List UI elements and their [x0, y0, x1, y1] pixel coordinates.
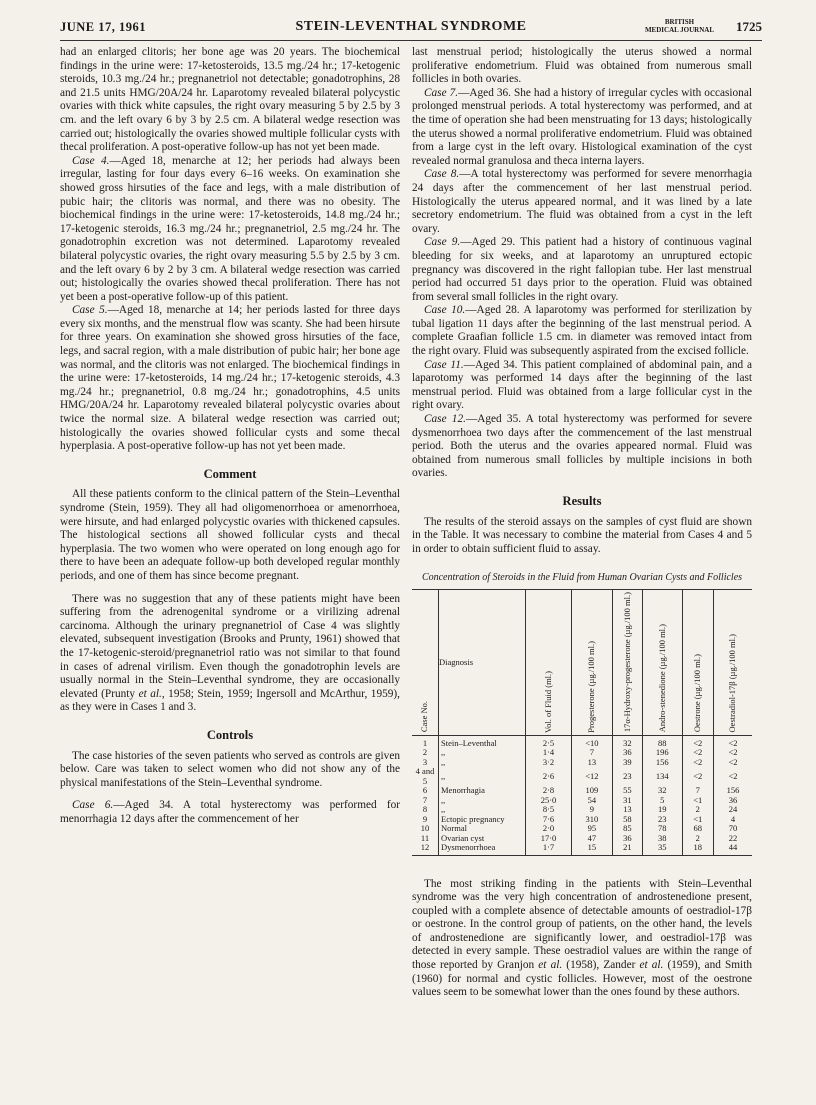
- table-cell-hydroxy: 13: [612, 805, 642, 815]
- comment-paragraph-2: [60, 593, 400, 715]
- table-cell-oestrone: <2: [682, 748, 713, 758]
- case8-text: —A total hysterectomy was performed for severe menorrhagia 24 days after the commencement of her last menstrual period. Histologically the uterus appeared normal, and it was lined by a late secretory endometrium. The fluid was obtained from a cyst in the left ovary.: [412, 168, 752, 235]
- case3-continuation: had an enlarged clitoris; her bone age was 20 years. The biochemical findings in the urine were: 17-ketosteroids, 13.5 mg./24 hr.; 17-ketogenic steroids, 10.3 mg./24 hr.; pregnanetriol not detectable; gonadotrophins, 28 and 21.5 units HMG/20A/24 hr. Laparotomy revealed bilateral polycystic ovaries with thick white capsules, the right ovary measuring 5 by 2.5 by 3 cm. and the left ovary 6 by 3 by 2.5 cm. A bilateral wedge resection was carried out; histologically the ovaries showed multiple follicular cysts with thecal proliferation. A post-operative follow-up has not yet been made.: [60, 46, 400, 154]
- table-cell-oestradiol: <2: [713, 748, 752, 758]
- table-cell-diagnosis: Ovarian cyst: [439, 834, 526, 844]
- case4-paragraph: [60, 155, 400, 305]
- table-cell-prog: 9: [571, 805, 612, 815]
- table-row: [412, 843, 752, 855]
- page-number: 1725: [736, 19, 762, 34]
- case11-text: —Aged 34. This patient complained of abdominal pain, and a laparotomy was performed 14 days after the beginning of the last menstrual period. Fluid was obtained from a large follicular cyst in the right ovary.: [412, 358, 752, 412]
- table-cell-oestrone: 68: [682, 824, 713, 834]
- case5-text: —Aged 18, menarche at 14; her periods lasted for three days every six months, and the menstrual flow was scanty. She had been hirsute for three years. On examination she showed gross hirsuties of the face, legs, and sacral region, with a male distribution of pubic hair; her bone age was normal, and the clitoris was not enlarged. The biochemical findings in the urine were: 17-ketosteroids, 14 mg./24 hr.; 17-ketogenic steroids, 4.3 mg./24 hr.; pregnanetriol, 0.8 mg./24 hr.; gonadotrophins, 4.5 units HMG/20A/24 hr. Laparotomy revealed bilateral polycystic ovaries about twice the normal size. A bilateral wedge resection was carried out; histologically the ovaries showed follicular cysts and some thecal hyperplasia. A post-operative follow-up has not yet been made.: [60, 304, 400, 453]
- header-androstenedione: Andro-stenedione (µg./100 ml.): [656, 624, 667, 733]
- table-cell-diagnosis: ,,: [439, 748, 526, 758]
- table-cell-oestradiol: <2: [713, 767, 752, 786]
- table-cell-prog: 109: [571, 786, 612, 796]
- table-cell-vol: 8·5: [526, 805, 572, 815]
- table-cell-oestrone: 7: [682, 786, 713, 796]
- case8-label: Case 8.: [424, 168, 460, 181]
- header-case-no: Case No.: [419, 701, 430, 733]
- controls-paragraph: The case histories of the seven patients who served as controls are given below. Care was taken to select women who did not show any of the physical manifestations of the Stein–Leventhal syndrome.: [60, 749, 400, 789]
- case4-label: Case 4.: [72, 154, 110, 167]
- steroid-table: [412, 589, 752, 855]
- table-cell-case: 6: [422, 785, 428, 796]
- table-row: [412, 796, 752, 806]
- table-cell-case: 7: [422, 794, 428, 805]
- table-cell-oestradiol: <2: [713, 758, 752, 768]
- table-cell-hydroxy: 31: [612, 796, 642, 806]
- table-cell-diagnosis: Dysmenorrhoea: [439, 843, 526, 855]
- comment-heading: Comment: [203, 466, 257, 481]
- table-cell-oestrone: 18: [682, 843, 713, 855]
- case11-label: Case 11.: [424, 358, 464, 371]
- comment2-part-b: , 1958; Stein, 1959; Ingersoll and McArthur, 1959), as they were in Cases 1 and 3.: [60, 687, 400, 714]
- table-cell-diagnosis: Menorrhagia: [439, 786, 526, 796]
- table-cell-andro: 78: [642, 824, 682, 834]
- table-cell-andro: 19: [642, 805, 682, 815]
- table-cell-hydroxy: 23: [612, 767, 642, 786]
- case12-paragraph: [412, 413, 752, 481]
- table-cell-hydroxy: 36: [612, 834, 642, 844]
- header-hydroxyprogesterone: 17α-Hydroxy-progesterone (µg./100 ml.): [621, 592, 632, 733]
- table-cell-case: 4 and 5: [415, 766, 435, 786]
- table-cell-vol: 7·6: [526, 815, 572, 825]
- case5-paragraph: [60, 304, 400, 454]
- table-cell-prog: 13: [571, 758, 612, 768]
- table-cell-andro: 23: [642, 815, 682, 825]
- case6-paragraph: [60, 799, 400, 826]
- table-cell-oestradiol: 36: [713, 796, 752, 806]
- table-cell-case: 10: [420, 823, 430, 834]
- table-cell-andro: 5: [642, 796, 682, 806]
- case9-label: Case 9.: [424, 236, 461, 249]
- case8-paragraph: [412, 168, 752, 236]
- table-cell-case: 8: [422, 804, 428, 815]
- table-cell-andro: 32: [642, 786, 682, 796]
- table-cell-case: 11: [420, 832, 430, 843]
- table-cell-hydroxy: 36: [612, 748, 642, 758]
- table-cell-diagnosis: ,,: [439, 805, 526, 815]
- case7-text: —Aged 36. She had a history of irregular cycles with occasional prolonged menstrual periods. A total hysterectomy was performed, and at the time of operation she had been menstruating for 13 days; histologically the uterus showed a normal proliferative endometrium. Fluid was obtained from a large cyst in the left ovary. Histological examination of the cyst revealed normal granulosa and theca interna layers.: [412, 86, 752, 167]
- header-oestradiol: Oestradiol-17β (µg./100 ml.): [727, 634, 738, 733]
- table-row: [412, 767, 752, 786]
- table-cell-oestradiol: 22: [713, 834, 752, 844]
- table-body: [412, 735, 752, 855]
- header-volume: Vol. of Fluid (ml.): [542, 670, 553, 733]
- case6-label: Case 6.: [72, 799, 114, 812]
- table-cell-oestradiol: 156: [713, 786, 752, 796]
- table-cell-andro: 88: [642, 735, 682, 748]
- discussion-paragraph: [412, 878, 752, 1000]
- table-cell-prog: <10: [571, 735, 612, 748]
- right-column: [412, 46, 752, 1000]
- discussion-etal-2: et al.: [639, 959, 664, 972]
- table-cell-oestrone: <2: [682, 735, 713, 748]
- table-cell-diagnosis: Normal: [439, 824, 526, 834]
- table-cell-andro: 156: [642, 758, 682, 768]
- case5-label: Case 5.: [72, 304, 108, 317]
- table-cell-oestrone: 2: [682, 834, 713, 844]
- journal-line-2: MEDICAL JOURNAL: [644, 26, 714, 34]
- table-cell-prog: <12: [571, 767, 612, 786]
- table-cell-oestrone: <2: [682, 758, 713, 768]
- page-header: [60, 18, 762, 41]
- header-progesterone: Progesterone (µg./100 ml.): [586, 640, 597, 733]
- table-caption: Concentration of Steroids in the Fluid from Human Ovarian Cysts and Follicles: [421, 572, 743, 584]
- table-cell-diagnosis: Stein–Leventhal: [439, 735, 526, 748]
- case7-label: Case 7.: [424, 86, 459, 99]
- table-cell-case: 1: [422, 737, 428, 748]
- results-heading: Results: [562, 494, 602, 508]
- table-cell-diagnosis: ,,: [439, 758, 526, 768]
- table-cell-oestrone: <1: [682, 815, 713, 825]
- case11-paragraph: [412, 359, 752, 413]
- case6-continuation: last menstrual period; histologically the uterus showed a normal proliferative endometrium. Fluid was obtained from numerous small follicles in both ovaries.: [412, 46, 752, 86]
- table-header-row: [412, 590, 752, 735]
- table-cell-andro: 38: [642, 834, 682, 844]
- table-cell-hydroxy: 58: [612, 815, 642, 825]
- table-cell-hydroxy: 55: [612, 786, 642, 796]
- case10-label: Case 10.: [424, 304, 466, 317]
- table-cell-oestrone: <2: [682, 767, 713, 786]
- table-cell-case: 12: [412, 843, 439, 855]
- case9-paragraph: [412, 236, 752, 304]
- table-cell-oestradiol: 24: [713, 805, 752, 815]
- header-diagnosis: Diagnosis: [439, 590, 526, 735]
- table-cell-hydroxy: 85: [612, 824, 642, 834]
- table-cell-hydroxy: 32: [612, 735, 642, 748]
- case12-text: —Aged 35. A total hysterectomy was performed for severe dysmenorrhoea two days after the commencement of the last menstrual period. Both the uterus and the ovaries appeared normal. Fluid was obtained from numerous small follicles by multiple incisions in both ovaries.: [412, 413, 753, 480]
- table-cell-oestrone: <1: [682, 796, 713, 806]
- table-cell-oestradiol: 4: [713, 815, 752, 825]
- table-cell-vol: 25·0: [526, 796, 572, 806]
- running-title: STEIN-LEVENTHAL SYNDROME: [295, 19, 527, 34]
- journal-line-1: BRITISH: [664, 18, 695, 26]
- comment-paragraph-1: All these patients conform to the clinical pattern of the Stein–Leventhal syndrome (Stein, 1959). They all had oligomenorrhoea or amenorrhoea, were hirsute, and had enlarged polycystic ovaries with thickened capsules. The histological sections all showed follicular cysts and thecal hyperplasia. The two women who were operated on long enough ago for there to have been an adequate follow-up both developed regular monthly periods, and one of them has since become pregnant.: [60, 488, 400, 582]
- discussion-part-b: (1958), Zander: [562, 959, 640, 972]
- comment2-part-a: There was no suggestion that any of these patients might have been suffering from the adrenogenital syndrome or a virilizing adrenal carcinoma. Although the urinary pregnanetriol of Case 4 was slightly elevated, subsequent investigation (Brooks and Prunty, 1961) showed that the 17-ketogenic-steroid/pregnanetriol ratio was not similar to that found in cases of adrenal virilism. Even though the gonadotrophin levels are usually normal in the Stein–Leventhal syndrome, they are occasionally elevated (Prunty: [60, 592, 400, 700]
- case9-text: —Aged 29. This patient had a history of continuous vaginal bleeding for six weeks, and at laparotomy an unruptured ectopic pregnancy was discovered in the right fallopian tube. Her last menstrual period had occurred 51 days prior to the operation. Fluid was obtained from several small follicles in the right ovary.: [412, 236, 752, 303]
- table-cell-prog: 54: [571, 796, 612, 806]
- left-column: [60, 46, 400, 826]
- table-cell-oestradiol: 44: [713, 843, 752, 855]
- table-cell-oestradiol: 70: [713, 824, 752, 834]
- results-paragraph: The results of the steroid assays on the samples of cyst fluid are shown in the Table. It was necessary to combine the material from Cases 4 and 5 in order to obtain sufficient fluid to assay.: [412, 515, 752, 555]
- table-cell-case: 9: [422, 813, 428, 824]
- case10-paragraph: [412, 304, 752, 358]
- table-cell-diagnosis: ,,: [439, 767, 526, 786]
- issue-date: JUNE 17, 1961: [60, 20, 147, 34]
- case10-text: —Aged 28. A laparotomy was performed for sterilization by tubal ligation 11 days after the beginning of the last menstrual period. A complete Graafian follicle 1.5 cm. in diameter was removed intact from the right ovary. Fluid was subsequently aspirated from the excised follicle.: [412, 304, 752, 358]
- controls-heading: Controls: [206, 727, 254, 742]
- table-cell-prog: 47: [571, 834, 612, 844]
- table-cell-vol: 1·7: [526, 843, 572, 855]
- table-cell-hydroxy: 39: [612, 758, 642, 768]
- table-cell-case: 2: [422, 747, 428, 758]
- table-cell-prog: 310: [571, 815, 612, 825]
- discussion-part-c: (1959), and Smith (1960) for normal and cystic follicles. However, most of the oestrone values seem to be somewhat lower than the ones found by these authors.: [412, 959, 752, 999]
- table-cell-oestrone: 2: [682, 805, 713, 815]
- discussion-etal-1: et al.: [538, 959, 563, 972]
- table-cell-andro: 35: [642, 843, 682, 855]
- journal-name: [645, 18, 714, 34]
- case7-paragraph: [412, 87, 752, 169]
- table-cell-vol: 2·6: [526, 767, 572, 786]
- table-cell-oestradiol: <2: [713, 735, 752, 748]
- table-cell-vol: 17·0: [526, 834, 572, 844]
- case6-text: —Aged 34. A total hysterectomy was performed for menorrhagia 12 days after the commencement of her: [60, 799, 400, 825]
- header-oestrone: Oestrone (µg./100 ml.): [692, 654, 702, 733]
- table-cell-andro: 134: [642, 767, 682, 786]
- table-cell-vol: 2·0: [526, 824, 572, 834]
- table-cell-vol: 3·2: [526, 758, 572, 768]
- table-cell-vol: 1·4: [526, 748, 572, 758]
- table-cell-case: 3: [422, 756, 428, 767]
- table-cell-diagnosis: ,,: [439, 796, 526, 806]
- case4-text: —Aged 18, menarche at 12; her periods had always been irregular, lasting for four days every 6–16 weeks. On examination she showed gross hirsuties of the face and legs, with a male distribution of pubic hair; the clitoris was normal, and there was no obesity. The biochemical findings in the urine were: 17-ketosteroids, 14.8 mg./24 hr.; 17-ketogenic steroids, 16.3 mg./24 hr.; pregnanetriol, 2.5 mg./24 hr. The gonadotrophin excretion was not determined. Laparotomy revealed bilateral polycystic ovaries, the right ovary measuring 5.5 by 2.5 by 3 cm. and the left ovary 6 by 2 by 3 cm. A bilateral wedge resection was carried out; histologically the ovaries showed thecal proliferation. There has not yet been a post-operative follow-up of this patient.: [60, 154, 400, 303]
- table-cell-prog: 7: [571, 748, 612, 758]
- table-cell-hydroxy: 21: [612, 843, 642, 855]
- table-cell-diagnosis: Ectopic pregnancy: [439, 815, 526, 825]
- case12-label: Case 12.: [424, 413, 466, 426]
- table-cell-prog: 15: [571, 843, 612, 855]
- table-cell-vol: 2·8: [526, 786, 572, 796]
- table-cell-vol: 2·5: [526, 735, 572, 748]
- comment2-etal: et al.: [138, 687, 162, 700]
- table-cell-prog: 95: [571, 824, 612, 834]
- table-cell-andro: 196: [642, 748, 682, 758]
- discussion-part-a: The most striking finding in the patients with Stein–Leventhal syndrome was the very high concentration of androstenedione present, coupled with a complete absence of detectable amounts of oestradiol-17β or oestrone. In the control group of patients, on the other hand, the levels of androstenedione are significantly lower, and oestradiol-17β was detected in every sample. These oestradiol values are within the range of those reported by Granjon: [412, 877, 752, 972]
- table-row: [412, 758, 752, 768]
